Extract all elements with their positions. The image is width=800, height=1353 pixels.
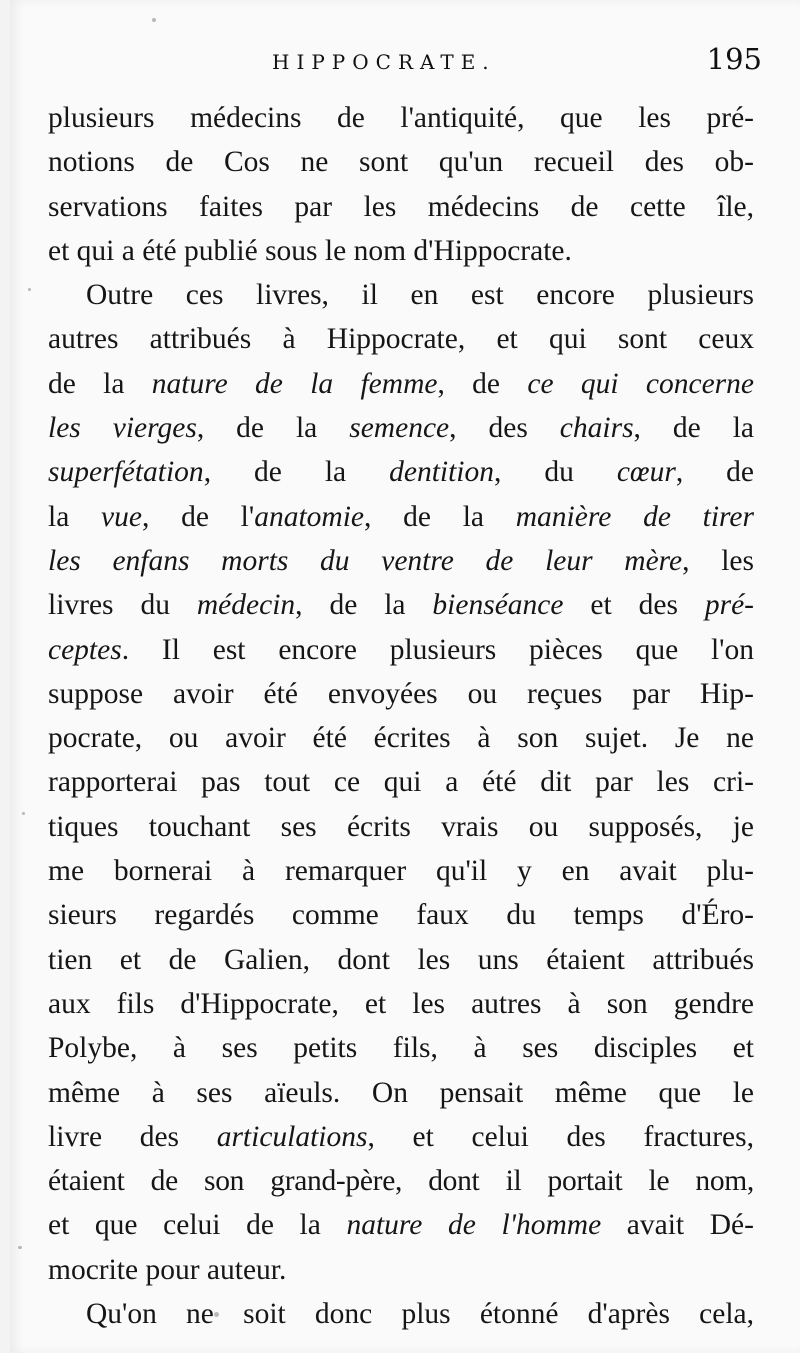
- line-text: Outre ces livres, il en est encore plusieurs: [86, 279, 754, 312]
- line-text: livres du: [48, 589, 197, 622]
- text-line: [48, 539, 754, 583]
- italic-title-text: ce qui concerne: [527, 367, 754, 400]
- text-line: [48, 583, 754, 627]
- italic-title-text: manière de tirer: [515, 500, 755, 533]
- italic-title-text: ceptes: [48, 633, 122, 666]
- text-line: [48, 140, 754, 184]
- line-text: , de la: [364, 500, 516, 533]
- line-text: , de la: [203, 456, 390, 489]
- line-text: mocrite pour auteur.: [48, 1253, 287, 1286]
- text-line: [48, 716, 754, 760]
- line-text: et des: [563, 589, 705, 622]
- line-text: et que celui de la: [48, 1209, 347, 1242]
- line-text: étaient de son grand-père, dont il portait le nom,: [48, 1165, 754, 1198]
- line-text: sieurs regardés comme faux du temps d'Éro-: [48, 899, 754, 932]
- text-line: [48, 1115, 754, 1159]
- line-text: plusieurs médecins de l'antiquité, que les pré-: [48, 102, 754, 134]
- text-line: [48, 849, 754, 893]
- line-text: Polybe, à ses petits fils, à ses disciples et: [48, 1032, 754, 1065]
- body-text: [48, 96, 754, 1336]
- text-line: [48, 982, 754, 1026]
- line-text: livre des: [48, 1120, 217, 1153]
- running-head: HIPPOCRATE.: [272, 50, 496, 74]
- ink-speck: [22, 812, 25, 815]
- text-line: [48, 406, 754, 450]
- text-line: [48, 893, 754, 937]
- italic-title-text: pré-: [704, 589, 754, 622]
- line-text: me bornerai à remarquer qu'il y en avait plu-: [48, 855, 754, 888]
- text-line: [48, 96, 754, 140]
- page-header: [0, 42, 800, 82]
- text-line: [48, 1071, 754, 1115]
- italic-title-text: vue: [101, 500, 142, 533]
- line-text: , de la: [633, 412, 754, 445]
- text-line: [48, 938, 754, 982]
- italic-title-text: nature de la femme: [151, 367, 438, 400]
- line-text: Qu'on ne soit donc plus étonné d'après cela,: [86, 1298, 754, 1331]
- line-text: notions de Cos ne sont qu'un recueil des ob-: [48, 146, 754, 179]
- italic-title-text: bienséance: [432, 589, 564, 622]
- text-line: [48, 1292, 754, 1336]
- text-line: [48, 1026, 754, 1070]
- italic-title-text: articulations: [216, 1120, 368, 1153]
- line-text: la: [48, 500, 102, 533]
- text-line: [48, 672, 754, 716]
- italic-title-text: semence: [349, 412, 450, 445]
- line-text: , de la: [196, 412, 350, 445]
- line-text: tien et de Galien, dont les uns étaient attribués: [48, 943, 754, 976]
- text-line: [48, 1248, 754, 1292]
- ink-speck: [28, 288, 31, 291]
- ink-speck: [152, 18, 156, 22]
- line-text: , du: [494, 456, 617, 489]
- line-text: , de: [675, 456, 754, 489]
- line-text: rapporterai pas tout ce qui a été dit par les cri-: [48, 766, 754, 799]
- italic-title-text: anatomie: [254, 500, 364, 533]
- text-line: [48, 273, 754, 317]
- text-line: [48, 450, 754, 494]
- line-text: autres attribués à Hippocrate, et qui sont ceux: [48, 323, 754, 356]
- line-text: tiques touchant ses écrits vrais ou supposés, je: [48, 810, 754, 843]
- line-text: , de la: [295, 589, 433, 622]
- italic-title-text: cœur: [616, 456, 676, 489]
- page-number: 195: [706, 42, 762, 76]
- ink-speck: [18, 1246, 22, 1249]
- line-text: pocrate, ou avoir été écrites à son sujet. Je ne: [48, 722, 754, 755]
- line-text: , des: [449, 412, 560, 445]
- line-text: , les: [682, 544, 754, 577]
- text-line: [48, 185, 754, 229]
- line-text: , de l': [141, 500, 255, 533]
- line-text: avait Dé-: [601, 1209, 754, 1242]
- line-text: , de: [437, 367, 528, 400]
- italic-title-text: les enfans morts du ventre de leur mère: [48, 544, 683, 577]
- text-line: [48, 1203, 754, 1247]
- italic-title-text: superfétation: [48, 456, 204, 489]
- text-line: [48, 805, 754, 849]
- line-text: suppose avoir été envoyées ou reçues par Hip-: [48, 677, 754, 710]
- line-text: servations faites par les médecins de cette île,: [48, 190, 754, 223]
- italic-title-text: chairs: [559, 412, 634, 445]
- line-text: de la: [48, 367, 152, 400]
- text-line: [48, 628, 754, 672]
- ink-speck: [214, 1312, 219, 1317]
- line-text: et qui a été publié sous le nom d'Hippocrate.: [48, 234, 572, 267]
- text-line: [48, 1159, 754, 1203]
- line-text: . Il est encore plusieurs pièces que l'on: [121, 633, 754, 666]
- text-line: [48, 362, 754, 406]
- text-line: [48, 229, 754, 273]
- italic-title-text: les vierges: [48, 412, 197, 445]
- line-text: aux fils d'Hippocrate, et les autres à son gendre: [48, 987, 754, 1020]
- text-line: [48, 495, 754, 539]
- text-line: [48, 760, 754, 804]
- italic-title-text: dentition: [389, 456, 494, 489]
- text-line: [48, 317, 754, 361]
- italic-title-text: médecin: [196, 589, 296, 622]
- line-text: même à ses aïeuls. On pensait même que le: [48, 1076, 754, 1109]
- line-text: , et celui des fractures,: [367, 1120, 754, 1153]
- italic-title-text: nature de l'homme: [346, 1209, 602, 1242]
